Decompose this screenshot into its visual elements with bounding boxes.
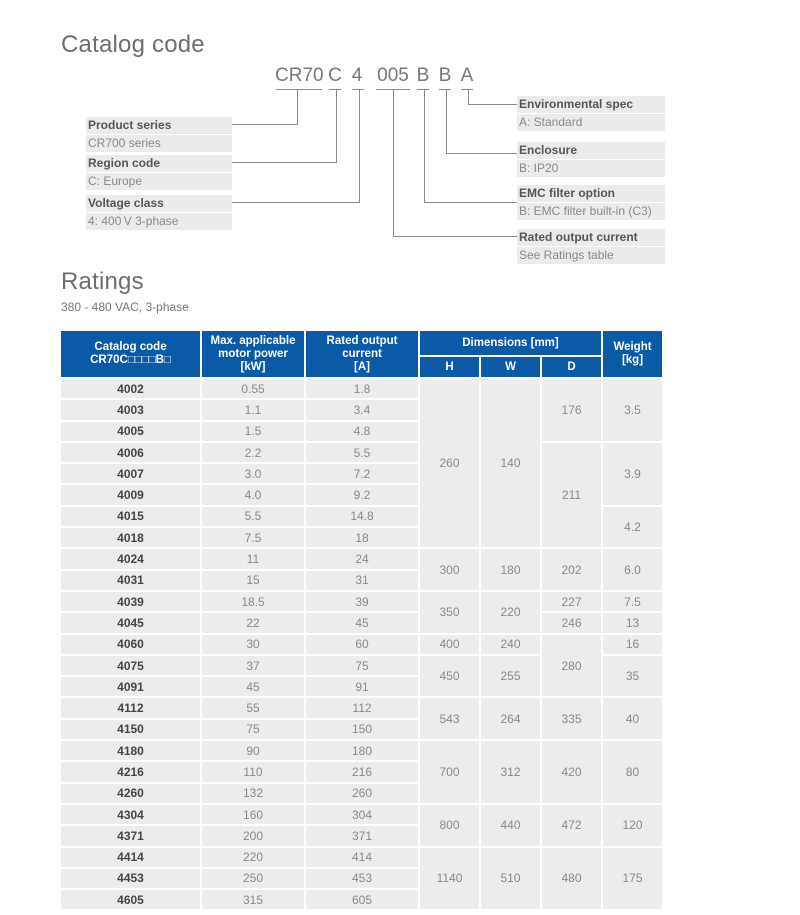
label-region-code <box>86 155 232 190</box>
cell-catalog-code: 4039 <box>61 591 201 612</box>
cell-h: 450 <box>419 655 480 698</box>
table-row <box>61 548 663 569</box>
cell-d: 420 <box>541 740 602 804</box>
cell-motor-power: 18.5 <box>201 591 305 612</box>
cell-weight: 35 <box>602 655 663 698</box>
cell-rated-current: 75 <box>305 655 419 676</box>
header-rated-current: Rated output current [A] <box>305 330 419 378</box>
label-title: Voltage class <box>86 195 232 212</box>
cell-motor-power: 1.5 <box>201 421 305 442</box>
code-part-env: A <box>460 65 474 86</box>
cell-weight: 80 <box>602 740 663 804</box>
cell-w: 140 <box>480 378 541 548</box>
cell-catalog-code: 4009 <box>61 484 201 505</box>
cell-motor-power: 160 <box>201 804 305 825</box>
cell-catalog-code: 4031 <box>61 570 201 591</box>
label-title: Environmental spec <box>517 96 665 113</box>
ratings-table-body <box>61 378 663 910</box>
cell-d: 211 <box>541 442 602 548</box>
header-weight: Weight [kg] <box>602 330 663 378</box>
table-row <box>61 804 663 825</box>
label-title: Rated output current <box>517 229 665 246</box>
catalog-code-title: Catalog code <box>61 31 205 58</box>
code-part-region: C <box>328 65 342 86</box>
cell-catalog-code: 4003 <box>61 399 201 420</box>
cell-w: 180 <box>480 548 541 591</box>
label-value: B: IP20 <box>517 160 665 177</box>
cell-catalog-code: 4150 <box>61 719 201 740</box>
cell-motor-power: 132 <box>201 783 305 804</box>
ratings-title: Ratings <box>61 268 144 295</box>
cell-weight: 4.2 <box>602 506 663 549</box>
header-dimensions: Dimensions [mm] <box>419 330 602 356</box>
cell-h: 300 <box>419 548 480 591</box>
cell-rated-current: 605 <box>305 889 419 910</box>
code-part-enclosure: B <box>438 65 452 86</box>
cell-weight: 120 <box>602 804 663 847</box>
label-value: B: EMC filter built-in (C3) <box>517 203 665 220</box>
cell-d: 472 <box>541 804 602 847</box>
cell-w: 264 <box>480 697 541 740</box>
cell-d: 176 <box>541 378 602 442</box>
cell-motor-power: 1.1 <box>201 399 305 420</box>
cell-motor-power: 7.5 <box>201 527 305 548</box>
cell-catalog-code: 4007 <box>61 463 201 484</box>
cell-rated-current: 453 <box>305 868 419 889</box>
table-row <box>61 697 663 718</box>
label-product-series <box>86 117 232 152</box>
cell-weight: 6.0 <box>602 548 663 591</box>
label-value: See Ratings table <box>517 247 665 264</box>
cell-rated-current: 371 <box>305 825 419 846</box>
cell-catalog-code: 4045 <box>61 612 201 633</box>
label-environmental-spec <box>517 96 665 131</box>
cell-h: 1140 <box>419 847 480 911</box>
cell-motor-power: 315 <box>201 889 305 910</box>
cell-rated-current: 24 <box>305 548 419 569</box>
cell-catalog-code: 4304 <box>61 804 201 825</box>
cell-motor-power: 22 <box>201 612 305 633</box>
table-row <box>61 591 663 612</box>
cell-rated-current: 1.8 <box>305 378 419 399</box>
cell-motor-power: 90 <box>201 740 305 761</box>
cell-w: 510 <box>480 847 541 911</box>
cell-motor-power: 220 <box>201 847 305 868</box>
cell-weight: 13 <box>602 612 663 633</box>
cell-rated-current: 7.2 <box>305 463 419 484</box>
cell-rated-current: 216 <box>305 761 419 782</box>
cell-motor-power: 37 <box>201 655 305 676</box>
cell-rated-current: 150 <box>305 719 419 740</box>
cell-weight: 16 <box>602 634 663 655</box>
cell-catalog-code: 4002 <box>61 378 201 399</box>
cell-d: 480 <box>541 847 602 911</box>
label-value: A: Standard <box>517 114 665 131</box>
cell-weight: 175 <box>602 847 663 911</box>
cell-motor-power: 250 <box>201 868 305 889</box>
label-value: C: Europe <box>86 173 232 190</box>
code-part-emc: B <box>416 65 430 86</box>
label-title: Product series <box>86 117 232 134</box>
cell-catalog-code: 4015 <box>61 506 201 527</box>
cell-h: 543 <box>419 697 480 740</box>
label-emc-filter <box>517 185 665 220</box>
cell-rated-current: 60 <box>305 634 419 655</box>
cell-d: 335 <box>541 697 602 740</box>
cell-h: 350 <box>419 591 480 634</box>
cell-catalog-code: 4018 <box>61 527 201 548</box>
table-row <box>61 378 663 399</box>
cell-catalog-code: 4060 <box>61 634 201 655</box>
cell-catalog-code: 4112 <box>61 697 201 718</box>
cell-motor-power: 5.5 <box>201 506 305 527</box>
ratings-table <box>61 329 664 911</box>
cell-weight: 3.5 <box>602 378 663 442</box>
cell-w: 440 <box>480 804 541 847</box>
cell-motor-power: 11 <box>201 548 305 569</box>
cell-rated-current: 39 <box>305 591 419 612</box>
cell-catalog-code: 4180 <box>61 740 201 761</box>
cell-h: 700 <box>419 740 480 804</box>
label-title: Enclosure <box>517 142 665 159</box>
cell-catalog-code: 4091 <box>61 676 201 697</box>
header-motor-power: Max. applicable motor power [kW] <box>201 330 305 378</box>
cell-rated-current: 414 <box>305 847 419 868</box>
cell-w: 220 <box>480 591 541 634</box>
cell-rated-current: 112 <box>305 697 419 718</box>
table-row <box>61 740 663 761</box>
cell-catalog-code: 4371 <box>61 825 201 846</box>
label-enclosure <box>517 142 665 177</box>
cell-motor-power: 2.2 <box>201 442 305 463</box>
cell-motor-power: 4.0 <box>201 484 305 505</box>
header-w: W <box>480 356 541 378</box>
cell-motor-power: 55 <box>201 697 305 718</box>
cell-motor-power: 30 <box>201 634 305 655</box>
cell-rated-current: 9.2 <box>305 484 419 505</box>
label-rated-output-current <box>517 229 665 264</box>
cell-h: 400 <box>419 634 480 655</box>
cell-weight: 3.9 <box>602 442 663 506</box>
table-row <box>61 634 663 655</box>
cell-motor-power: 45 <box>201 676 305 697</box>
cell-catalog-code: 4216 <box>61 761 201 782</box>
cell-rated-current: 14.8 <box>305 506 419 527</box>
table-row <box>61 442 663 463</box>
table-row <box>61 612 663 633</box>
cell-w: 312 <box>480 740 541 804</box>
cell-catalog-code: 4260 <box>61 783 201 804</box>
cell-motor-power: 75 <box>201 719 305 740</box>
cell-w: 255 <box>480 655 541 698</box>
header-h: H <box>419 356 480 378</box>
cell-rated-current: 180 <box>305 740 419 761</box>
cell-motor-power: 110 <box>201 761 305 782</box>
cell-rated-current: 91 <box>305 676 419 697</box>
cell-catalog-code: 4075 <box>61 655 201 676</box>
label-title: EMC filter option <box>517 185 665 202</box>
cell-rated-current: 3.4 <box>305 399 419 420</box>
cell-d: 227 <box>541 591 602 612</box>
label-voltage-class <box>86 195 232 230</box>
cell-weight: 7.5 <box>602 591 663 612</box>
cell-rated-current: 45 <box>305 612 419 633</box>
cell-rated-current: 18 <box>305 527 419 548</box>
ratings-subtitle: 380 - 480 VAC, 3-phase <box>61 300 189 314</box>
code-part-current: 005 <box>377 65 409 86</box>
cell-w: 240 <box>480 634 541 655</box>
code-part-voltage: 4 <box>351 65 363 86</box>
cell-catalog-code: 4605 <box>61 889 201 910</box>
cell-d: 280 <box>541 634 602 698</box>
cell-motor-power: 3.0 <box>201 463 305 484</box>
label-title: Region code <box>86 155 232 172</box>
cell-d: 202 <box>541 548 602 591</box>
cell-rated-current: 5.5 <box>305 442 419 463</box>
label-value: 4: 400 V 3-phase <box>86 213 232 230</box>
cell-h: 800 <box>419 804 480 847</box>
cell-catalog-code: 4006 <box>61 442 201 463</box>
table-row <box>61 847 663 868</box>
cell-rated-current: 304 <box>305 804 419 825</box>
cell-rated-current: 4.8 <box>305 421 419 442</box>
cell-motor-power: 200 <box>201 825 305 846</box>
header-d: D <box>541 356 602 378</box>
header-catalog-code: Catalog code CR70C□□□□B□ <box>61 330 201 378</box>
cell-rated-current: 260 <box>305 783 419 804</box>
label-value: CR700 series <box>86 135 232 152</box>
cell-weight: 40 <box>602 697 663 740</box>
cell-catalog-code: 4024 <box>61 548 201 569</box>
cell-h: 260 <box>419 378 480 548</box>
cell-d: 246 <box>541 612 602 633</box>
cell-catalog-code: 4005 <box>61 421 201 442</box>
cell-catalog-code: 4453 <box>61 868 201 889</box>
code-part-series: CR70 <box>275 65 324 86</box>
cell-rated-current: 31 <box>305 570 419 591</box>
cell-catalog-code: 4414 <box>61 847 201 868</box>
cell-motor-power: 0.55 <box>201 378 305 399</box>
cell-motor-power: 15 <box>201 570 305 591</box>
